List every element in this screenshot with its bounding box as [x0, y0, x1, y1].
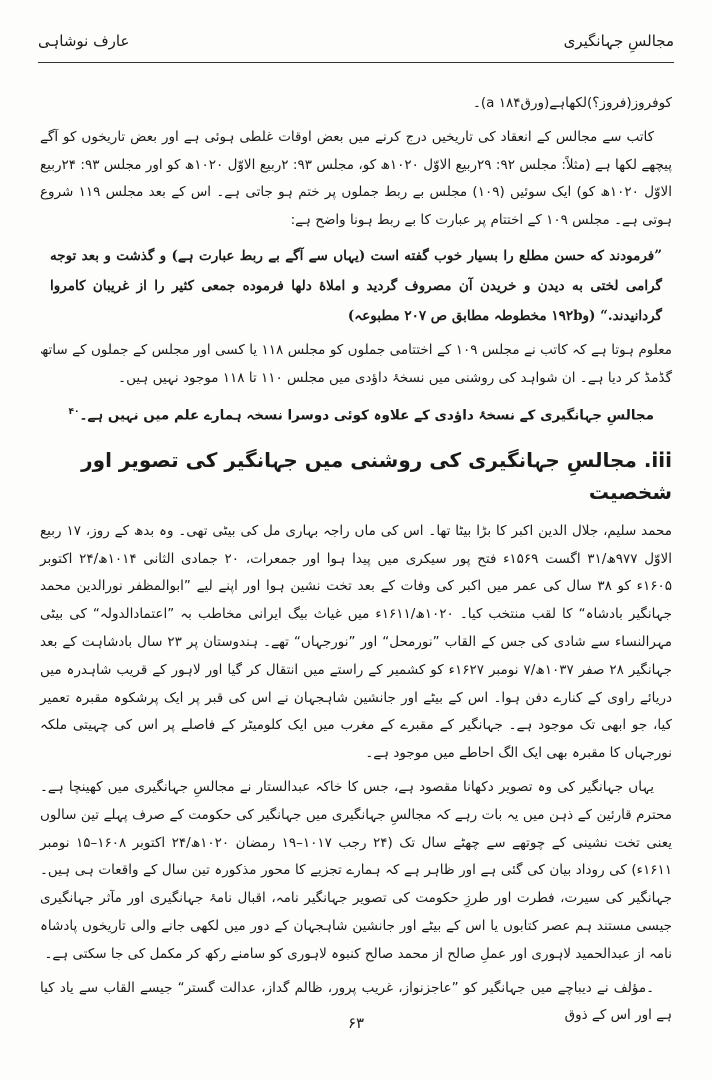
- persian-quotation: ”فرمودند که حسن مطلع را بسیار خوب گفته است (یہاں سے آگے بے ربط عبارت ہے) و گذشت و بعد توجه گرامی لختی به دیدن و خریدن آن مصروف گردید و املاۀ دلها فرموده جمعی کثیر را از غریبان کامروا گردانیدند.“ (و۱۹۲b مخطوطہ مطابق ص ۲۰۷ مطبوعہ): [50, 247, 662, 324]
- footnote-marker: ۴۰: [68, 406, 80, 417]
- paragraph: معلوم ہوتا ہے کہ کاتب نے مجلس ۱۰۹ کے اختتامی جملوں کو مجلس ۱۱۸ یا کسی اور مجلس کے جملوں کے ساتھ گڈمڈ کر دیا ہے۔ ان شواہد کی روشنی میں نسخۂ داؤدی میں مجلس ۱۱۰ تا ۱۱۸ موجود نہیں ہیں۔: [40, 341, 672, 386]
- paragraph: ۔مؤلف نے دیباچے میں جہانگیر کو ”عاجزنواز، غریب پرور، ظالم گداز، عدالت گستر“ جیسے القاب سے یاد کیا ہے اور اس کے ذوق: [40, 979, 672, 1024]
- body-text: [40, 90, 672, 1036]
- paragraph: محمد سلیم، جلال الدین اکبر کا بڑا بیٹا تھا۔ اس کی ماں راجہ بہاری مل کی بیٹی تھی۔ وہ بدھ کے روز، ۱۷ ربیع الاوّل ۹۷۷ھ/۳۱ اگست ۱۵۶۹ء فتح پور سیکری میں پیدا ہوا اور جمعرات، ۲۰ جمادی الثانی ۱۰۱۴ھ/۲۴ اکتوبر ۱۶۰۵ء کو ۳۸ سال کی عمر میں اکبر کی وفات کے بعد تخت نشین ہوا اور اپنے لیے ”ابوالمظفر نورالدین محمد جہانگیر بادشاہ“ کا لقب منتخب کیا۔ ۱۰۲۰ھ/۱۶۱۱ء میں غیاث بیگ ایرانی مخاطب بہ ”اعتمادالدولہ“ کی بیٹی مہرالنساء سے شادی کی جس کے القاب ”نورمحل“ اور ”نورجہاں“ تھے۔ ہندوستان پر ۲۳ سال بادشاہت کے بعد جہانگیر ۲۸ صفر ۱۰۳۷ھ/۷ نومبر ۱۶۲۷ء کو کشمیر کے راستے میں انتقال کر گیا اور لاہور کے قریب شاہدرہ میں دریائے راوی کے کنارے دفن ہوا۔ اس کے بیٹے اور جانشین شاہجہان نے اس کی قبر پر ایک پرشکوہ مقبرہ تعمیر کیا، جو ابھی تک موجود ہے۔ جہانگیر کے مقبرے کے مغرب میں ایک کلومیٹر کے فاصلے پر اس کی چہیتی ملکہ نورجہاں کا مقبرہ بھی ایک الگ احاطے میں موجود ہے۔: [40, 522, 672, 762]
- section-number: iii.: [643, 447, 672, 472]
- paragraph: کاتب سے مجالس کے انعقاد کی تاریخیں درج کرنے میں بعض اوقات غلطی ہوئی ہے اور بعض تاریخوں کو آگے پیچھے لکھا ہے (مثلاً: مجلس ۹۲: ۲۹ربیع الاوّل ۱۰۲۰ھ کو، مجلس ۹۳: ۲ربیع الاوّل ۱۰۲۰ھ کو اور مجلس ۹۳: ۲۴ربیع الاوّل ۱۰۲۰ھ کو) ایک سوئیں (۱۰۹) مجلس بے ربط جملوں پر ختم ہو جاتی ہے۔ اس کے بعد مجلس ۱۱۹ شروع ہوتی ہے۔ مجلس ۱۰۹ کے اختتام پر عبارت کا بے ربط ہونا واضح ہے:: [40, 128, 672, 229]
- header-rule: [38, 62, 674, 63]
- paragraph: کوفروز(فروز؟)لکھاہے(ورقa ۱۸۴)۔: [472, 95, 672, 111]
- paragraph: [40, 399, 672, 430]
- section-heading: [40, 444, 672, 508]
- paragraph: یہاں جہانگیر کی وہ تصویر دکھانا مقصود ہے، جس کا خاکہ عبدالستار نے مجالسِ جہانگیری میں کھینچا ہے۔ محترم قارئین کے ذہن میں یہ بات رہے کہ مجالسِ جہانگیری میں جہانگیر کی حکومت کے صرف پہلے تین سالوں یعنی تخت نشینی کے چوتھے سے چھٹے سال تک (۲۴ رجب ۱۰۱۷–۱۹ رمضان ۱۰۲۰ھ/۲۴ اکتوبر ۱۶۰۸–۱۵ نومبر ۱۶۱۱ء) کی روداد بیان کی گئی ہے اور ظاہر ہے کہ ہمارے تجزیے کا محور مذکورہ تین سال کے واقعات ہی ہیں۔ جہانگیر کی سیرت، فطرت اور طرزِ حکومت کی تصویر جہانگیر نامہ، اقبال نامۂ جہانگیری اور مآثر جہانگیری جیسی مستند ہم عصر کتابوں یا اس کے بیٹے اور جانشین شاہجہان کے دور میں لکھی جانے والی تاریخوں پادشاہ نامہ از عبدالحمید لاہوری اور عملِ صالح از محمد صالح کنبوہ لاہوری کو سامنے رکھ کر مکمل کی جا سکتی ہے۔: [40, 779, 673, 962]
- book-title: مجالسِ جہانگیری: [563, 32, 674, 50]
- section-title: مجالسِ جہانگیری کی روشنی میں جہانگیر کی تصویر اور شخصیت: [81, 447, 672, 504]
- page-number: ۶۳: [347, 1014, 365, 1032]
- author-name: عارف نوشاہی: [38, 32, 130, 50]
- running-head: [38, 32, 674, 58]
- paragraph-text: مجالسِ جہانگیری کے نسخۂ داؤدی کے علاوہ کوئی دوسرا نسخہ ہمارے علم میں نہیں ہے۔: [79, 407, 654, 424]
